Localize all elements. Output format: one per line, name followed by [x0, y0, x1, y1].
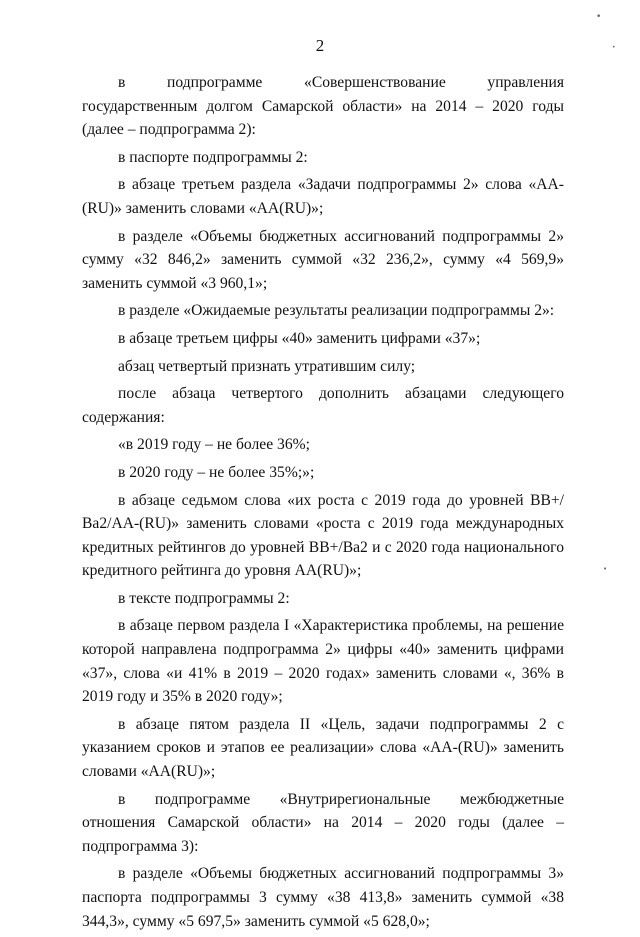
- paragraph: в абзаце первом раздела I «Характеристика проблемы, на решение которой направлена подпрограмма 2» цифры «40» заменить цифрами «37», слова «и 41% в 2019 – 2020 годах» заменить словами «, 36% в 2019 году и 35% в 2020 году»;: [82, 617, 564, 706]
- paragraph: в разделе «Ожидаемые результаты реализации подпрограммы 2»:: [118, 302, 555, 320]
- paragraph: в абзаце третьем цифры «40» заменить цифрами «37»;: [118, 329, 481, 347]
- paragraph: после абзаца четвертого дополнить абзацами следующего содержания:: [82, 385, 564, 426]
- paragraph: в абзаце седьмом слова «их роста с 2019 года до уровней ВВ+/Ва2/АА-(RU)» заменить словами «роста с 2019 года международных кредитных рейтингов до уровней ВВ+/Ва2 и с 2020 года национального кредитного рейтинга до уровня АА(RU)»;: [82, 491, 564, 580]
- paragraph: в 2020 году – не более 35%;»;: [118, 463, 315, 481]
- scan-mark-dot: •: [596, 12, 602, 22]
- paragraph: в разделе «Объемы бюджетных ассигнований подпрограммы 2» сумму «32 846,2» заменить суммой «32 236,2», сумму «4 569,9» заменить суммой «3 960,1»;: [82, 227, 564, 292]
- scan-mark-dot: •: [603, 565, 608, 573]
- paragraph: «в 2019 году – не более 36%;: [118, 436, 310, 454]
- page-number: 2: [315, 36, 325, 55]
- paragraph: в подпрограмме «Внутрирегиональные межбюджетные отношения Самарской области» на 2014 – 2020 годы (далее – подпрограмма 3):: [82, 790, 564, 855]
- paragraph: в разделе «Объемы бюджетных ассигнований подпрограммы 3» паспорта подпрограммы 3 сумму «38 413,8» заменить суммой «38 344,3», сумму «5 697,5» заменить суммой «5 628,0»;: [82, 865, 564, 930]
- paragraph: в тексте подпрограммы 2:: [118, 589, 290, 607]
- paragraph: в абзаце пятом раздела II «Цель, задачи подпрограммы 2 с указанием сроков и этапов ее реализации» слова «АА-(RU)» заменить словами «АА(RU)»;: [82, 715, 564, 781]
- paragraph: в паспорте подпрограммы 2:: [118, 148, 308, 166]
- paragraph: в подпрограмме «Совершенствование управления государственным долгом Самарской области» на 2014 – 2020 годы (далее – подпрограмма 2):: [82, 74, 564, 139]
- document-body: [82, 71, 564, 937]
- paragraph: в абзаце третьем раздела «Задачи подпрограммы 2» слова «АА-(RU)» заменить словами «АА(RU)»;: [82, 176, 564, 217]
- scan-mark-dot: •: [612, 44, 616, 51]
- paragraph: абзац четвертый признать утратившим силу;: [118, 357, 416, 375]
